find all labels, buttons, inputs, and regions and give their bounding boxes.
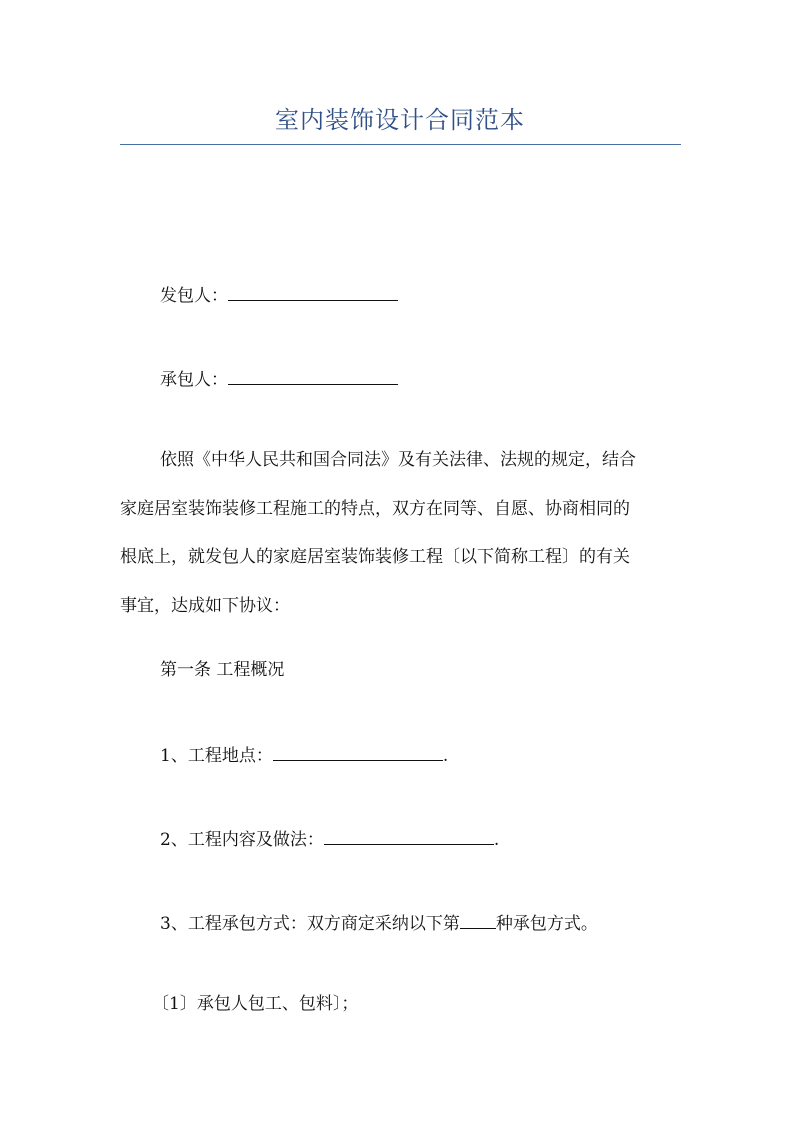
preamble-line-1-text: 依照《中华人民共和国合同法》及有关法律、法规的规定，结合	[160, 450, 636, 470]
item-1-period: .	[442, 746, 449, 766]
employer-label: 发包人：	[160, 286, 228, 306]
article-1-heading: 第一条 工程概况	[160, 660, 285, 680]
contractor-blank[interactable]	[228, 366, 398, 385]
title-underline	[120, 144, 681, 145]
preamble-paragraph	[120, 436, 696, 630]
contractor-field-row	[160, 366, 398, 392]
article-1-item-3	[160, 910, 598, 936]
preamble-line-3: 根底上，就发包人的家庭居室装饰装修工程〔以下简称工程〕的有关	[120, 547, 630, 567]
item-2-label: 2、工程内容及做法：	[160, 830, 324, 850]
preamble-line-1	[120, 436, 696, 485]
document-title: 室内装饰设计合同范本	[275, 106, 525, 134]
article-1-item-2	[160, 826, 499, 852]
contract-method-blank[interactable]	[460, 910, 496, 929]
preamble-line-4: 事宜，达成如下协议：	[120, 595, 290, 616]
project-content-blank[interactable]	[324, 826, 494, 845]
contractor-label: 承包人：	[160, 370, 228, 390]
item-3-text-after: 种承包方式。	[495, 914, 598, 934]
project-location-blank[interactable]	[273, 742, 443, 761]
preamble-line-2: 家庭居室装饰装修工程施工的特点，双方在同等、自愿、协商相同的	[120, 498, 630, 519]
article-1-item-1	[160, 742, 448, 768]
employer-blank[interactable]	[228, 282, 398, 301]
item-2-period: .	[493, 830, 500, 850]
article-1-option-1: 〔1〕承包人包工、包料〕；	[152, 994, 359, 1014]
item-1-label: 1、工程地点：	[160, 746, 273, 766]
employer-field-row	[160, 282, 398, 308]
item-3-text-before: 3、工程承包方式：双方商定采纳以下第	[160, 914, 460, 934]
